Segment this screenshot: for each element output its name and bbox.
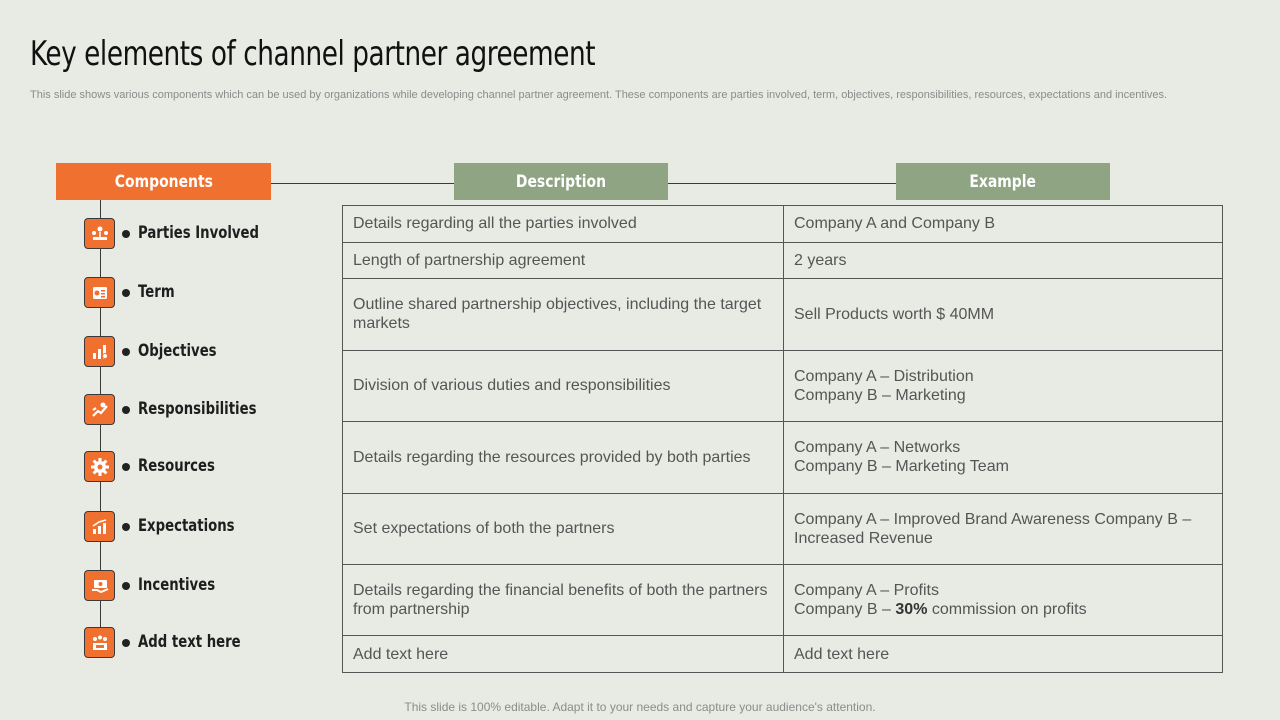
example-line: Company A – Networks <box>794 439 961 457</box>
agreement-table <box>342 205 1223 673</box>
table-row <box>343 350 1223 421</box>
header-connector-line <box>668 183 896 184</box>
component-objectives <box>84 336 344 370</box>
cash-hand-icon <box>84 570 115 601</box>
description-cell: Set expectations of both the partners <box>343 493 784 564</box>
example-cell: Add text here <box>784 636 1223 673</box>
component-resources <box>84 451 344 485</box>
component-label: Term <box>138 282 175 302</box>
description-cell: Details regarding the financial benefits of both the partners from partnership <box>343 564 784 635</box>
component-parties-involved <box>84 218 344 252</box>
table-row <box>343 206 1223 243</box>
example-line-prefix: Company B – <box>794 601 896 619</box>
timeline-dot <box>122 639 130 647</box>
component-label: Resources <box>138 456 215 476</box>
component-expectations <box>84 511 344 545</box>
component-label: Expectations <box>138 516 235 536</box>
timeline-dot <box>122 230 130 238</box>
example-line: Company B – Marketing Team <box>794 458 1009 476</box>
footer-note: This slide is 100% editable. Adapt it to your needs and capture your audience's attention. <box>404 700 876 714</box>
example-line: Company A – Distribution <box>794 367 974 385</box>
example-cell: Company A and Company B <box>784 206 1223 243</box>
example-cell <box>784 422 1223 493</box>
table-row <box>343 493 1223 564</box>
component-label: Add text here <box>138 632 241 652</box>
component-incentives <box>84 570 344 604</box>
example-cell <box>784 350 1223 421</box>
description-cell: Outline shared partnership objectives, including the target markets <box>343 279 784 350</box>
timeline-dot <box>122 406 130 414</box>
description-cell: Division of various duties and responsibilities <box>343 350 784 421</box>
timeline-dot <box>122 348 130 356</box>
document-term-icon <box>84 277 115 308</box>
growth-chart-icon <box>84 336 115 367</box>
example-cell: Company A – Improved Brand Awareness Company B – Increased Revenue <box>784 493 1223 564</box>
timeline-dot <box>122 463 130 471</box>
page-title: Key elements of channel partner agreement <box>30 34 596 74</box>
example-cell: Sell Products worth $ 40MM <box>784 279 1223 350</box>
table-row <box>343 636 1223 673</box>
component-add-text <box>84 627 344 661</box>
timeline-dot <box>122 523 130 531</box>
header-description: Description <box>454 163 668 200</box>
component-label: Objectives <box>138 341 217 361</box>
table-row <box>343 279 1223 350</box>
rising-chart-icon <box>84 511 115 542</box>
component-responsibilities <box>84 394 344 428</box>
timeline-dot <box>122 289 130 297</box>
table-row <box>343 242 1223 279</box>
example-line: Company B – Marketing <box>794 386 966 404</box>
description-cell: Details regarding all the parties involved <box>343 206 784 243</box>
header-connector-line <box>271 183 454 184</box>
component-term <box>84 277 344 311</box>
description-cell: Add text here <box>343 636 784 673</box>
header-components: Components <box>56 163 271 200</box>
page-subtitle: This slide shows various components which can be used by organizations while developing channel partner agreement. These components are parties involved, term, objectives, responsibilities, resources, expectations and incentives. <box>30 89 1168 101</box>
description-cell: Length of partnership agreement <box>343 242 784 279</box>
component-label: Parties Involved <box>138 223 260 243</box>
component-label: Incentives <box>138 575 216 595</box>
people-network-icon <box>84 218 115 249</box>
header-example: Example <box>896 163 1110 200</box>
table-row <box>343 564 1223 635</box>
timeline-dot <box>122 582 130 590</box>
example-cell <box>784 564 1223 635</box>
example-line: Company A – Profits <box>794 582 939 600</box>
gear-icon <box>84 451 115 482</box>
example-line-suffix: commission on profits <box>927 601 1087 619</box>
example-cell: 2 years <box>784 242 1223 279</box>
hands-dollar-icon <box>84 394 115 425</box>
description-cell: Details regarding the resources provided by both parties <box>343 422 784 493</box>
table-row <box>343 422 1223 493</box>
component-label: Responsibilities <box>138 399 257 419</box>
commission-percent: 30% <box>895 601 928 619</box>
team-meeting-icon <box>84 627 115 658</box>
